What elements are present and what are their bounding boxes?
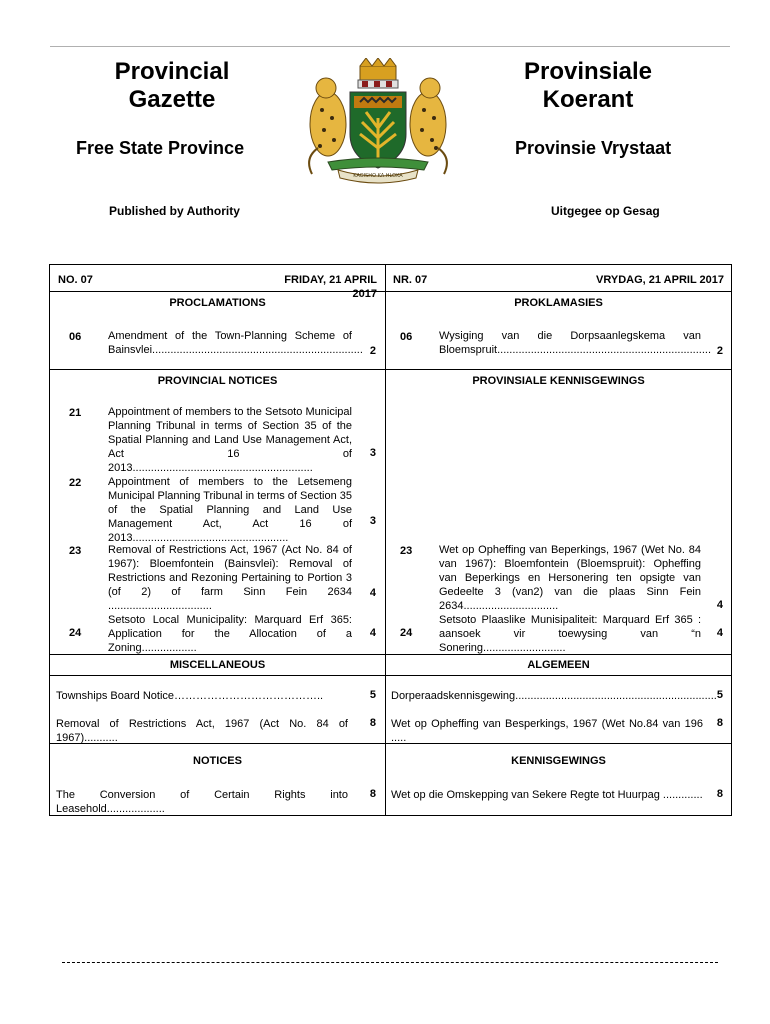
page-number: 4 xyxy=(369,627,376,639)
page-number: 8 xyxy=(716,717,723,729)
item-number: 06 xyxy=(69,331,82,343)
afrikaans-province: Provinsie Vrystaat xyxy=(515,138,672,158)
english-title-line-2: Gazette xyxy=(128,86,216,113)
contents-entry: Wet op Opheffing van Besperkings, 1967 (Wet No.84 van 196 ..... xyxy=(391,718,703,744)
page-number: 3 xyxy=(369,447,376,459)
section-heading-proklamasies: PROKLAMASIES xyxy=(514,297,603,309)
contents-entry: Setsoto Local Municipality: Marquard Erf 365: Application for the Allocation of a Zoning.................. xyxy=(108,614,352,654)
item-number: 23 xyxy=(69,545,82,557)
page-number: 3 xyxy=(369,515,376,527)
item-number: 24 xyxy=(400,627,413,639)
item-number: 22 xyxy=(69,477,82,489)
afrikaans-title-line-2: Koerant xyxy=(542,86,634,113)
afrikaans-authority: Uitgegee op Gesag xyxy=(551,204,660,218)
page-number: 2 xyxy=(716,345,723,357)
contents-entry: Removal of Restrictions Act, 1967 (Act No. 84 of 1967): Bloemfontein (Bainsvlei): Removal of Restrictions and Rezoning Pertaining to Portion 3 (of 2) of farm Sinn Fein 2634 .................................. xyxy=(108,544,352,612)
page-number: 4 xyxy=(369,587,376,599)
section-heading-provinsiale-kennisgewings: PROVINSIALE KENNISGEWINGS xyxy=(472,375,645,387)
contents-entry: Appointment of members to the Setsoto Municipal Planning Tribunal in terms of Section 35 of the Spatial Planning and Land Use Management Act, Act 16 of 2013........................................................... xyxy=(108,406,352,474)
contents-entry: Townships Board Notice………………………………….. xyxy=(56,690,324,702)
coat-of-arms xyxy=(298,58,458,188)
contents-table xyxy=(49,264,732,816)
english-title xyxy=(82,58,262,114)
page-number: 4 xyxy=(716,599,723,611)
item-number: 23 xyxy=(400,545,413,557)
page-number: 5 xyxy=(369,689,376,701)
item-number: 06 xyxy=(400,331,413,343)
english-authority: Published by Authority xyxy=(109,204,240,218)
section-heading-algemeen: ALGEMEEN xyxy=(527,659,590,671)
english-title-line-1: Provincial xyxy=(114,58,230,85)
item-number: 24 xyxy=(69,627,82,639)
section-heading-notices: NOTICES xyxy=(193,755,242,767)
afrikaans-title-line-1: Provinsiale xyxy=(523,58,653,85)
contents-entry: Wysiging van die Dorpsaanlegskema van Bloemspruit...................................................................... xyxy=(439,330,712,356)
page-number: 2 xyxy=(369,345,376,357)
contents-entry: Amendment of the Town-Planning Scheme of Bainsvlei..................................................................... xyxy=(108,330,363,356)
contents-entry: Wet op Opheffing van Beperkings, 1967 (Wet No. 84 van 1967): Bloemfontein (Bloemspruit): Opheffing van Beperkings en Hersonering ten opsigte van Gedeelte 3 (van2) van die plaas Sinn Fein 2634............................... xyxy=(439,544,701,612)
afrikaans-title xyxy=(498,58,678,114)
english-province: Free State Province xyxy=(76,138,245,158)
bottom-rule xyxy=(62,962,718,963)
section-heading-kennisgewings: KENNISGEWINGS xyxy=(511,755,606,767)
section-heading-proclamations: PROCLAMATIONS xyxy=(169,297,266,309)
issue-date-en: FRIDAY, 21 APRIL 2017 xyxy=(284,274,377,300)
issue-number-en: NO. 07 xyxy=(58,274,93,286)
column-divider xyxy=(385,265,386,815)
contents-entry: Dorperaadskennisgewing.................................................................. xyxy=(391,690,717,702)
issue-number-af: NR. 07 xyxy=(393,274,428,286)
section-heading-provincial-notices: PROVINCIAL NOTICES xyxy=(157,375,278,387)
contents-entry: Appointment of members to the Letsemeng Municipal Planning Tribunal in terms of Section 35 of the Spatial Planning and Land Use Management Act, Act 16 of 2013................................................... xyxy=(108,476,352,544)
page-number: 8 xyxy=(369,717,376,729)
issue-date-af: VRYDAG, 21 APRIL 2017 xyxy=(596,274,724,286)
coat-of-arms-motto: KAGISHO KA HLOKA xyxy=(353,173,403,179)
item-number: 21 xyxy=(69,407,82,419)
contents-entry: Wet op die Omskepping van Sekere Regte tot Huurpag ............. xyxy=(391,789,703,801)
contents-entry: Removal of Restrictions Act, 1967 (Act No. 84 of 1967)........... xyxy=(56,718,348,744)
section-heading-miscellaneous: MISCELLANEOUS xyxy=(169,659,266,671)
contents-entry: Setsoto Plaaslike Munisipaliteit: Marquard Erf 365 : aansoek vir toewysing van “n Sonering........................... xyxy=(439,614,701,654)
page-number: 8 xyxy=(716,788,723,800)
page-number: 8 xyxy=(369,788,376,800)
top-rule xyxy=(50,46,730,47)
page-number: 4 xyxy=(716,627,723,639)
contents-entry: The Conversion of Certain Rights into Leasehold................... xyxy=(56,789,348,815)
page-number: 5 xyxy=(716,689,723,701)
